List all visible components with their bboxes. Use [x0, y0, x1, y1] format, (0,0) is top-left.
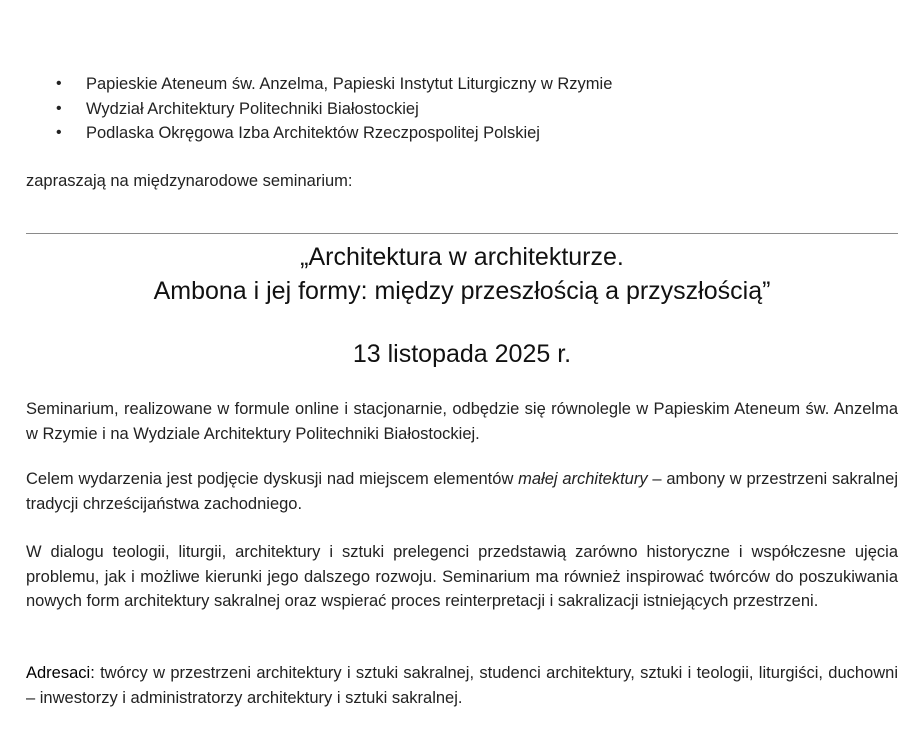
- bullet-icon: •: [56, 99, 62, 117]
- invitation-intro: zapraszają na międzynarodowe seminarium:: [26, 172, 353, 190]
- paragraph-format: Seminarium, realizowane w formule online i stacjonarnie, odbędzie się równolegle w Papieskim Ateneum św. Anzelma w Rzymie i na Wydziale Architektury Politechniki Białostockiej.: [26, 400, 898, 443]
- bullet-icon: •: [56, 75, 62, 92]
- paragraph-goal: [26, 467, 898, 516]
- organizers-list: [56, 72, 612, 146]
- paragraph-goal-text-1: Celem wydarzenia jest podjęcie dyskusji nad miejscem elementów: [26, 470, 519, 488]
- organizer-name: Podlaska Okręgowa Izba Architektów Rzeczpospolitej Polskiej: [86, 124, 540, 142]
- organizer-item: [56, 121, 612, 146]
- horizontal-divider: [26, 233, 898, 234]
- paragraph-audience: [26, 661, 898, 710]
- paragraph-goal-emphasis: małej architektury: [518, 470, 648, 488]
- audience-text: twórcy w przestrzeni architektury i sztuki sakralnej, studenci architektury, sztuki i teologii, liturgiści, duchowni – inwestorzy i administratorzy architektury i sztuki sakralnej.: [26, 664, 898, 707]
- seminar-date: 13 listopada 2025 r.: [352, 340, 572, 368]
- bullet-icon: •: [56, 124, 62, 141]
- organizer-name: Papieskie Ateneum św. Anzelma, Papieski Instytut Liturgiczny w Rzymie: [86, 75, 613, 93]
- organizer-item: [56, 72, 612, 97]
- paragraph-goal-text-2: – ambony w przestrzeni sakralnej tradycji chrześcijaństwa zachodniego.: [26, 470, 898, 513]
- audience-label: Adresaci:: [26, 664, 95, 682]
- seminar-title: [26, 240, 898, 308]
- paragraph-dialogue: W dialogu teologii, liturgii, architektury i sztuki prelegenci przedstawią zarówno historyczne i współczesne ujęcia problemu, jak i możliwe kierunki jego dalszego rozwoju. Seminarium ma również inspirować twórców do poszukiwania nowych form architektury sakralnej oraz wspierać proces reinterpretacji i sakralizacji istniejących przestrzeni.: [26, 543, 898, 610]
- title-line-1: „Architektura w architekturze.: [300, 243, 624, 271]
- organizer-name: Wydział Architektury Politechniki Białostockiej: [86, 99, 419, 118]
- organizer-item: [56, 97, 612, 122]
- title-line-2: Ambona i jej formy: między przeszłością a przyszłością”: [153, 277, 771, 305]
